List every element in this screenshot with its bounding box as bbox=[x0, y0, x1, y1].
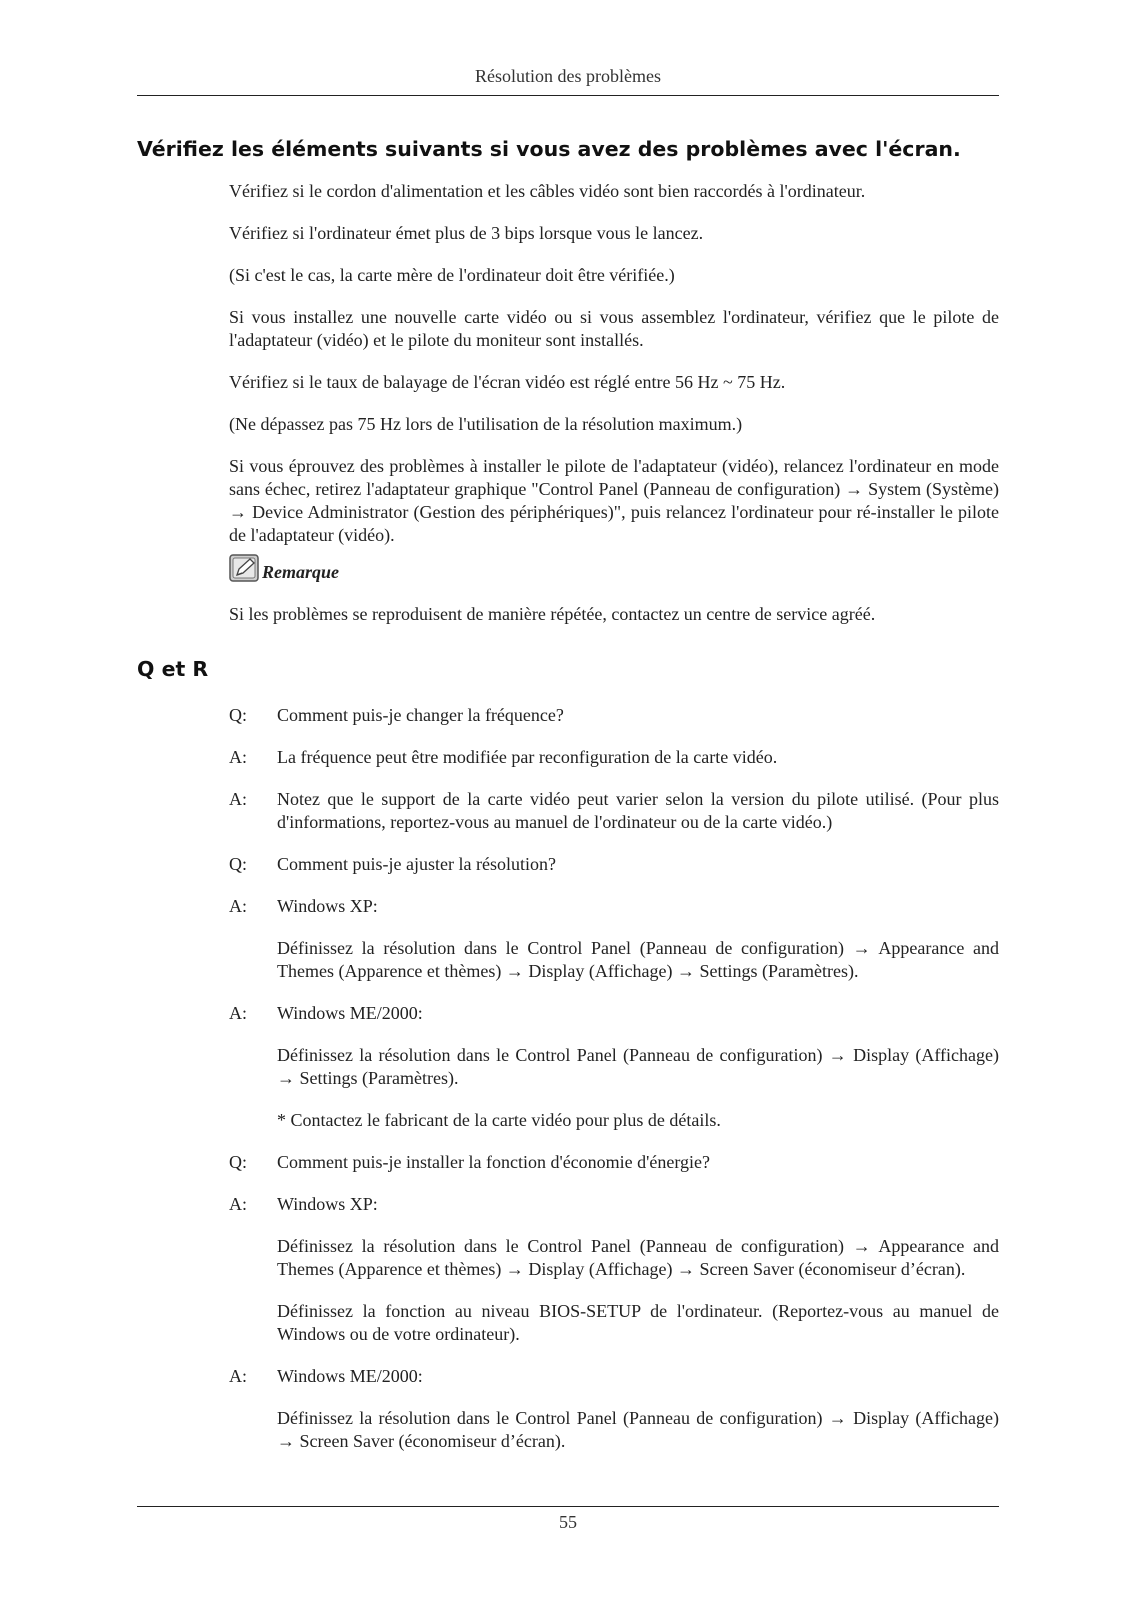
checklist-paragraph: (Si c'est le cas, la carte mère de l'ordinateur doit être vérifiée.) bbox=[229, 265, 675, 285]
qa-item bbox=[229, 1151, 999, 1174]
qa-prefix: A: bbox=[229, 1194, 247, 1214]
qa-text: Comment puis-je ajuster la résolution? bbox=[277, 854, 556, 874]
note-label: Remarque bbox=[262, 562, 340, 582]
checklist-paragraph: Vérifiez si le cordon d'alimentation et les câbles vidéo sont bien raccordés à l'ordinateur. bbox=[229, 181, 866, 201]
qa-prefix: A: bbox=[229, 896, 247, 916]
checklist-paragraph: Si vous installez une nouvelle carte vidéo ou si vous assemblez l'ordinateur, vérifiez que le pilote de l'adaptateur (vidéo) et le pilote du moniteur sont installés. bbox=[229, 307, 999, 350]
qa-text: Windows XP: bbox=[277, 896, 378, 916]
checklist-body bbox=[229, 180, 999, 645]
qa-item bbox=[229, 853, 999, 876]
qa-prefix: Q: bbox=[229, 705, 247, 725]
qa-prefix: A: bbox=[229, 747, 247, 767]
qa-prefix: Q: bbox=[229, 854, 247, 874]
checklist-paragraph: Vérifiez si l'ordinateur émet plus de 3 bips lorsque vous le lancez. bbox=[229, 223, 704, 243]
qa-prefix: A: bbox=[229, 1003, 247, 1023]
qa-detail: Définissez la résolution dans le Control Panel (Panneau de configuration) → Appearance and Themes (Apparence et thèmes) → Display (Affichage) → Settings (Paramètres). bbox=[277, 938, 999, 981]
note-heading bbox=[229, 554, 999, 582]
qa-item bbox=[229, 788, 999, 834]
header-divider bbox=[137, 95, 999, 96]
qa-item bbox=[229, 1365, 999, 1388]
qa-item bbox=[229, 895, 999, 918]
qa-text: La fréquence peut être modifiée par reconfiguration de la carte vidéo. bbox=[277, 747, 778, 767]
qa-item bbox=[229, 1002, 999, 1025]
qa-detail: Définissez la résolution dans le Control Panel (Panneau de configuration) → Appearance and Themes (Apparence et thèmes) → Display (Affichage) → Screen Saver (économiseur d’écran). bbox=[277, 1236, 999, 1279]
qa-prefix: Q: bbox=[229, 1152, 247, 1172]
qa-text: Comment puis-je installer la fonction d'économie d'énergie? bbox=[277, 1152, 711, 1172]
qa-text: Windows XP: bbox=[277, 1194, 378, 1214]
qa-text: Windows ME/2000: bbox=[277, 1003, 423, 1023]
qa-list bbox=[229, 704, 999, 1472]
qa-item bbox=[229, 1193, 999, 1216]
qa-item bbox=[229, 746, 999, 769]
checklist-paragraph: Vérifiez si le taux de balayage de l'écran vidéo est réglé entre 56 Hz ~ 75 Hz. bbox=[229, 372, 786, 392]
section-title-qa: Q et R bbox=[137, 657, 209, 681]
section-title-checklist: Vérifiez les éléments suivants si vous avez des problèmes avec l'écran. bbox=[137, 137, 961, 161]
page-number: 55 bbox=[559, 1512, 577, 1532]
running-header: Résolution des problèmes bbox=[475, 66, 661, 86]
note-text: Si les problèmes se reproduisent de manière répétée, contactez un centre de service agréé. bbox=[229, 604, 876, 624]
qa-prefix: A: bbox=[229, 789, 247, 809]
qa-text: Notez que le support de la carte vidéo peut varier selon la version du pilote utilisé. (Pour plus d'informations, reportez-vous au manuel de l'ordinateur ou de la carte vidéo.) bbox=[277, 789, 999, 832]
qa-prefix: A: bbox=[229, 1366, 247, 1386]
qa-item bbox=[229, 704, 999, 727]
checklist-paragraph: (Ne dépassez pas 75 Hz lors de l'utilisation de la résolution maximum.) bbox=[229, 414, 743, 434]
note-pencil-icon bbox=[229, 554, 259, 582]
qa-detail: Définissez la résolution dans le Control Panel (Panneau de configuration) → Display (Affichage) → Screen Saver (économiseur d’écran). bbox=[277, 1408, 999, 1451]
checklist-paragraph: Si vous éprouvez des problèmes à installer le pilote de l'adaptateur (vidéo), relancez l'ordinateur en mode sans échec, retirez l'adaptateur graphique "Control Panel (Panneau de configuration) → System (Système) → Device Administrator (Gestion des périphériques)", puis relancez l'ordinateur pour ré-installer le pilote de l'adaptateur (vidéo). bbox=[229, 456, 999, 545]
qa-detail: Définissez la résolution dans le Control Panel (Panneau de configuration) → Display (Affichage) → Settings (Paramètres). bbox=[277, 1045, 999, 1088]
footer-divider bbox=[137, 1506, 999, 1507]
qa-detail: Définissez la fonction au niveau BIOS-SETUP de l'ordinateur. (Reportez-vous au manuel de Windows ou de votre ordinateur). bbox=[277, 1301, 999, 1344]
qa-detail: * Contactez le fabricant de la carte vidéo pour plus de détails. bbox=[277, 1110, 721, 1130]
qa-text: Windows ME/2000: bbox=[277, 1366, 423, 1386]
qa-text: Comment puis-je changer la fréquence? bbox=[277, 705, 564, 725]
